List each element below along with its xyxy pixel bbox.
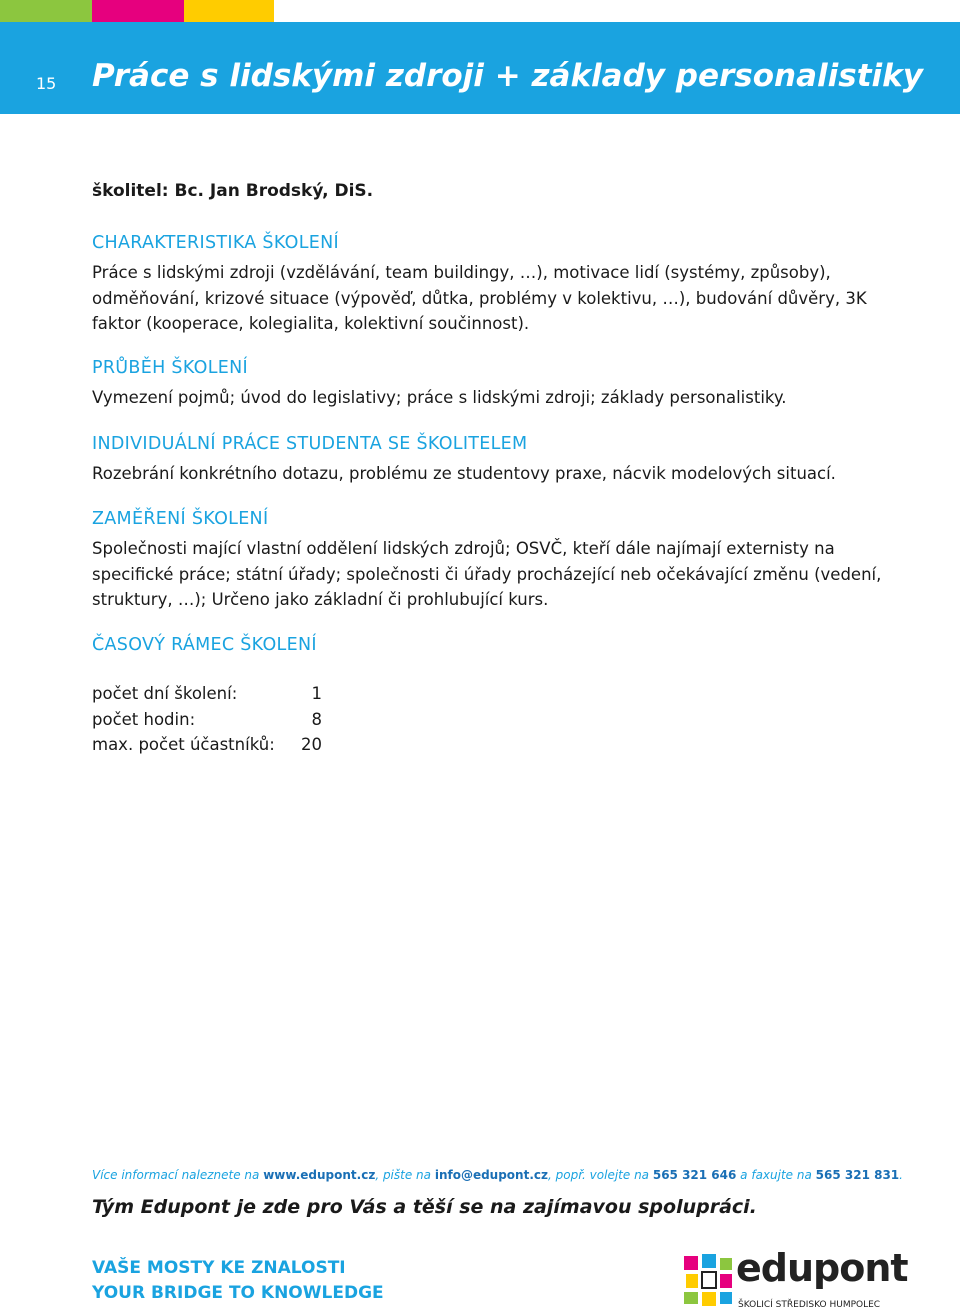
logo-subtitle: ŠKOLICÍ STŘEDISKO HUMPOLEC <box>738 1300 881 1310</box>
page-title: Práce s lidskými zdroji + základy personalistiky <box>92 58 924 94</box>
stat-value: 1 <box>311 684 322 703</box>
footer-tagline: Tým Edupont je zde pro Vás a těší se na zajímavou spolupráci. <box>92 1196 757 1218</box>
edupont-logo <box>684 1246 908 1312</box>
stat-row-participants <box>92 735 322 761</box>
stat-row-hours <box>92 710 322 736</box>
accent-strip-green <box>0 0 92 22</box>
stat-value: 8 <box>311 709 322 729</box>
section-heading: INDIVIDUÁLNÍ PRÁCE STUDENTA SE ŠKOLITELEM <box>92 434 528 454</box>
accent-strip-magenta <box>92 0 184 22</box>
section-text: Rozebrání konkrétního dotazu, problému ze studentovy praxe, nácvik modelových situací. <box>92 464 836 483</box>
section-text: Práce s lidskými zdroji (vzdělávání, team buildingy, …), motivace lidí (systémy, způsoby), odměňování, krizové situace (výpověď, důtka, problémy v kolektivu, …), budování důvěry, 3K faktor (kooperace, kolegialita, kolektivní součinnost). <box>92 263 867 333</box>
info-prefix: Více informací naleznete na <box>92 1168 264 1182</box>
stat-row-days <box>92 684 322 710</box>
info-text: , pište na <box>375 1168 435 1182</box>
fax-number: 565 321 831 <box>815 1168 900 1182</box>
logo-mark-icon <box>684 1254 734 1306</box>
info-text: , popř. volejte na <box>548 1168 653 1182</box>
section-text: Vymezení pojmů; úvod do legislativy; práce s lidskými zdroji; základy personalistiky. <box>92 388 787 407</box>
section-heading: ZAMĚŘENÍ ŠKOLENÍ <box>92 509 269 529</box>
contact-info <box>92 1168 903 1182</box>
section-heading: ČASOVÝ RÁMEC ŠKOLENÍ <box>92 635 317 655</box>
section-characteristics <box>92 231 892 337</box>
trainer-line: školitel: Bc. Jan Brodský, DiS. <box>92 181 374 201</box>
slogan-line-cz: VAŠE MOSTY KE ZNALOSTI <box>92 1258 346 1278</box>
stat-label: max. počet účastníků: <box>92 735 275 754</box>
stat-label: počet dní školení: <box>92 684 238 703</box>
section-focus <box>92 507 892 613</box>
accent-strip-yellow <box>184 0 274 22</box>
section-individual-work <box>92 432 892 487</box>
header-band <box>0 22 960 114</box>
section-timeframe <box>92 633 892 662</box>
email-link[interactable]: info@edupont.cz <box>434 1168 548 1182</box>
phone-number: 565 321 646 <box>652 1168 737 1182</box>
slogan <box>92 1256 384 1306</box>
info-text: a faxujte na <box>736 1168 816 1182</box>
logo-wordmark: edupont <box>736 1246 908 1290</box>
section-heading: PRŮBĚH ŠKOLENÍ <box>92 358 248 378</box>
section-course-flow <box>92 356 892 411</box>
section-heading: CHARAKTERISTIKA ŠKOLENÍ <box>92 233 339 253</box>
page-number: 15 <box>36 74 57 93</box>
slogan-line-en: YOUR BRIDGE TO KNOWLEDGE <box>92 1283 384 1303</box>
section-text: Společnosti mající vlastní oddělení lidských zdrojů; OSVČ, kteří dále najímají externisty na specifické práce; státní úřady; společnosti či úřady procházející neb očekávající změnu (vedení, struktury, …); Určeno jako základní či prohlubující kurs. <box>92 539 882 609</box>
course-stats <box>92 684 322 761</box>
info-suffix: . <box>899 1168 903 1182</box>
stat-value: 20 <box>301 735 322 754</box>
stat-label: počet hodin: <box>92 709 196 729</box>
website-link[interactable]: www.edupont.cz <box>263 1168 376 1182</box>
